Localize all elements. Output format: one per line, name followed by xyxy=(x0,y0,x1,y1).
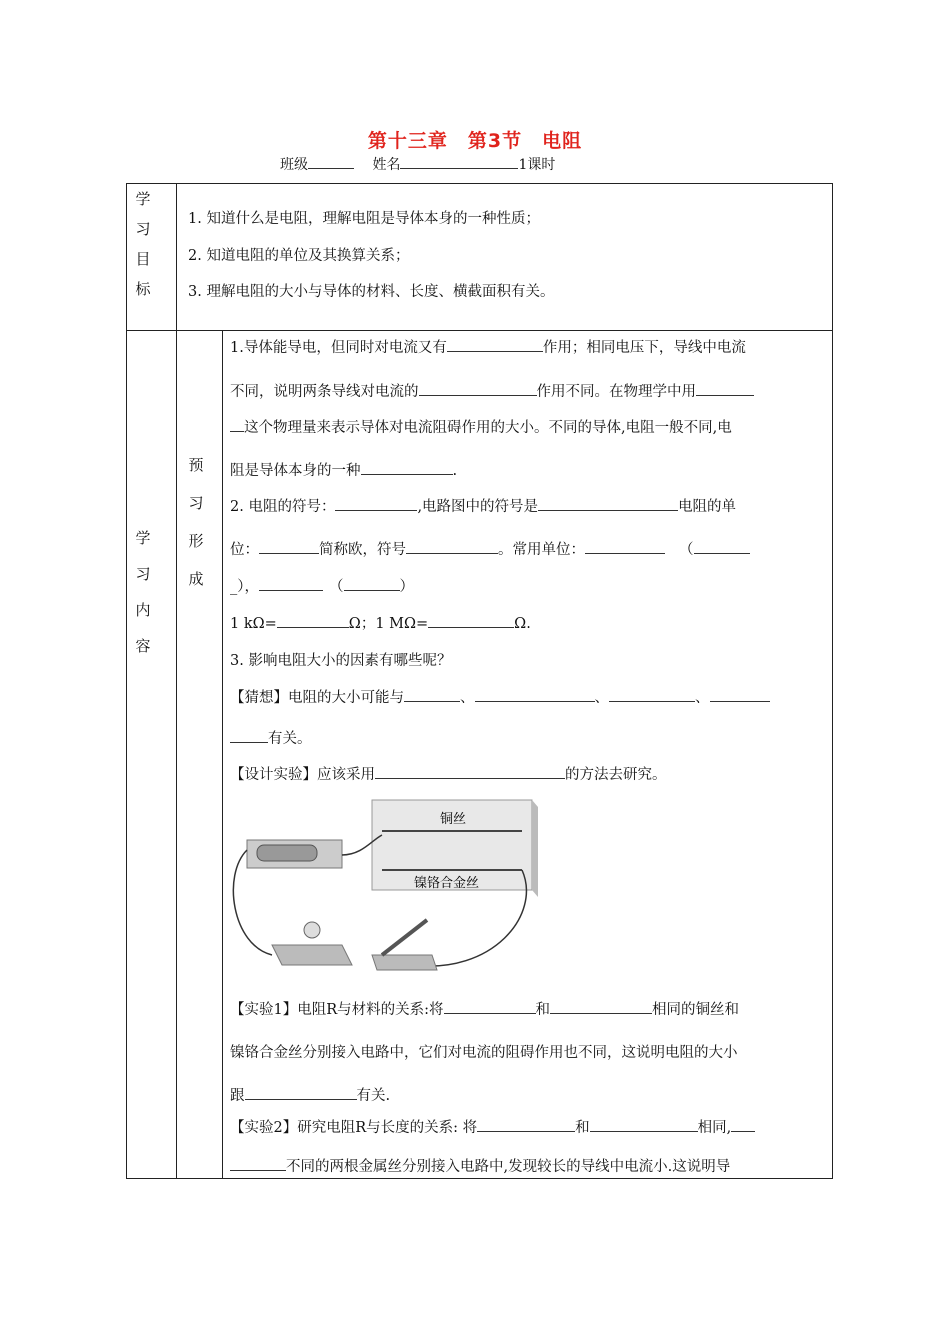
class-name-line xyxy=(280,154,555,174)
content-line-7: _）， （ ） xyxy=(230,579,414,595)
copper-label: 铜丝 xyxy=(440,812,467,827)
nichrome-label: 镍铬合金丝 xyxy=(414,876,480,891)
content-line-6: 位： 简称欧，符号 。常用单位： （ xyxy=(230,538,750,559)
bulb xyxy=(304,922,320,938)
goal-item-3: 3. 理解电阻的大小与导体的材料、长度、横截面积有关。 xyxy=(188,284,555,300)
content-label: 学 习 内 容 xyxy=(135,529,151,655)
content-line-13: 【实验1】电阻R与材料的关系:将 和 相同的铜丝和 xyxy=(230,1002,740,1018)
experiment-figure xyxy=(232,795,538,980)
clip xyxy=(382,920,427,955)
content-line-10: 【猜想】电阻的大小可能与 、 、 、 xyxy=(230,686,770,707)
goals-label: 学 习 目 标 xyxy=(135,190,151,298)
chapter-title: 第十三章 xyxy=(367,130,448,152)
content-line-5: 2. 电阻的符号： ,电路图中的符号是 电阻的单 xyxy=(230,499,737,515)
goal-item-1: 1. 知道什么是电阻，理解电阻是导体本身的一种性质； xyxy=(188,211,540,227)
content-line-14: 镍铬合金丝分别接入电路中，它们对电流的阻碍作用也不同，这说明电阻的大小 xyxy=(230,1045,738,1061)
content-line-17: 不同的两根金属丝分别接入电路中,发现较长的导线中电流小.这说明导 xyxy=(230,1155,730,1176)
battery xyxy=(257,845,317,861)
goal-item-2: 2. 知道电阻的单位及其换算关系； xyxy=(188,248,410,264)
clip-base xyxy=(372,955,437,970)
content-line-1: 1.导体能导电，但同时对电流又有 作用；相同电压下，导线中电流 xyxy=(230,340,746,356)
content-line-16: 【实验2】研究电阻R与长度的关系: 将 和 相同, xyxy=(230,1116,755,1137)
class-label: 班级 xyxy=(280,157,308,173)
section-title: 第3节 xyxy=(467,130,523,152)
name-blank xyxy=(400,154,518,169)
topic-title: 电阻 xyxy=(542,130,583,152)
col-divider-2 xyxy=(222,330,223,1179)
page-title xyxy=(0,126,950,153)
content-line-3: 这个物理量来表示导体对电流阻碍作用的大小。不同的导体,电阻一般不同,电 xyxy=(230,416,732,437)
row-divider xyxy=(126,330,833,331)
content-line-11: 有关。 xyxy=(230,727,312,748)
content-line-15: 跟 有关. xyxy=(230,1088,391,1104)
period-label: 1课时 xyxy=(518,157,556,173)
content-line-4: 阻是导体本身的一种 . xyxy=(230,463,458,479)
switch-base xyxy=(272,945,352,965)
board-side xyxy=(532,800,538,897)
content-line-12: 【设计实验】应该采用 的方法去研究。 xyxy=(230,767,667,783)
class-blank xyxy=(308,154,354,169)
content-line-8: 1 kΩ= Ω；1 MΩ= Ω. xyxy=(230,616,531,632)
preview-label: 预 习 形 成 xyxy=(188,456,204,588)
col-divider-1 xyxy=(176,183,177,1179)
content-line-2: 不同，说明两条导线对电流的 作用不同。在物理学中用 xyxy=(230,380,754,401)
name-label: 姓名 xyxy=(372,157,401,173)
content-line-9: 3. 影响电阻大小的因素有哪些呢？ xyxy=(230,653,452,669)
lesson-table xyxy=(126,183,833,1179)
